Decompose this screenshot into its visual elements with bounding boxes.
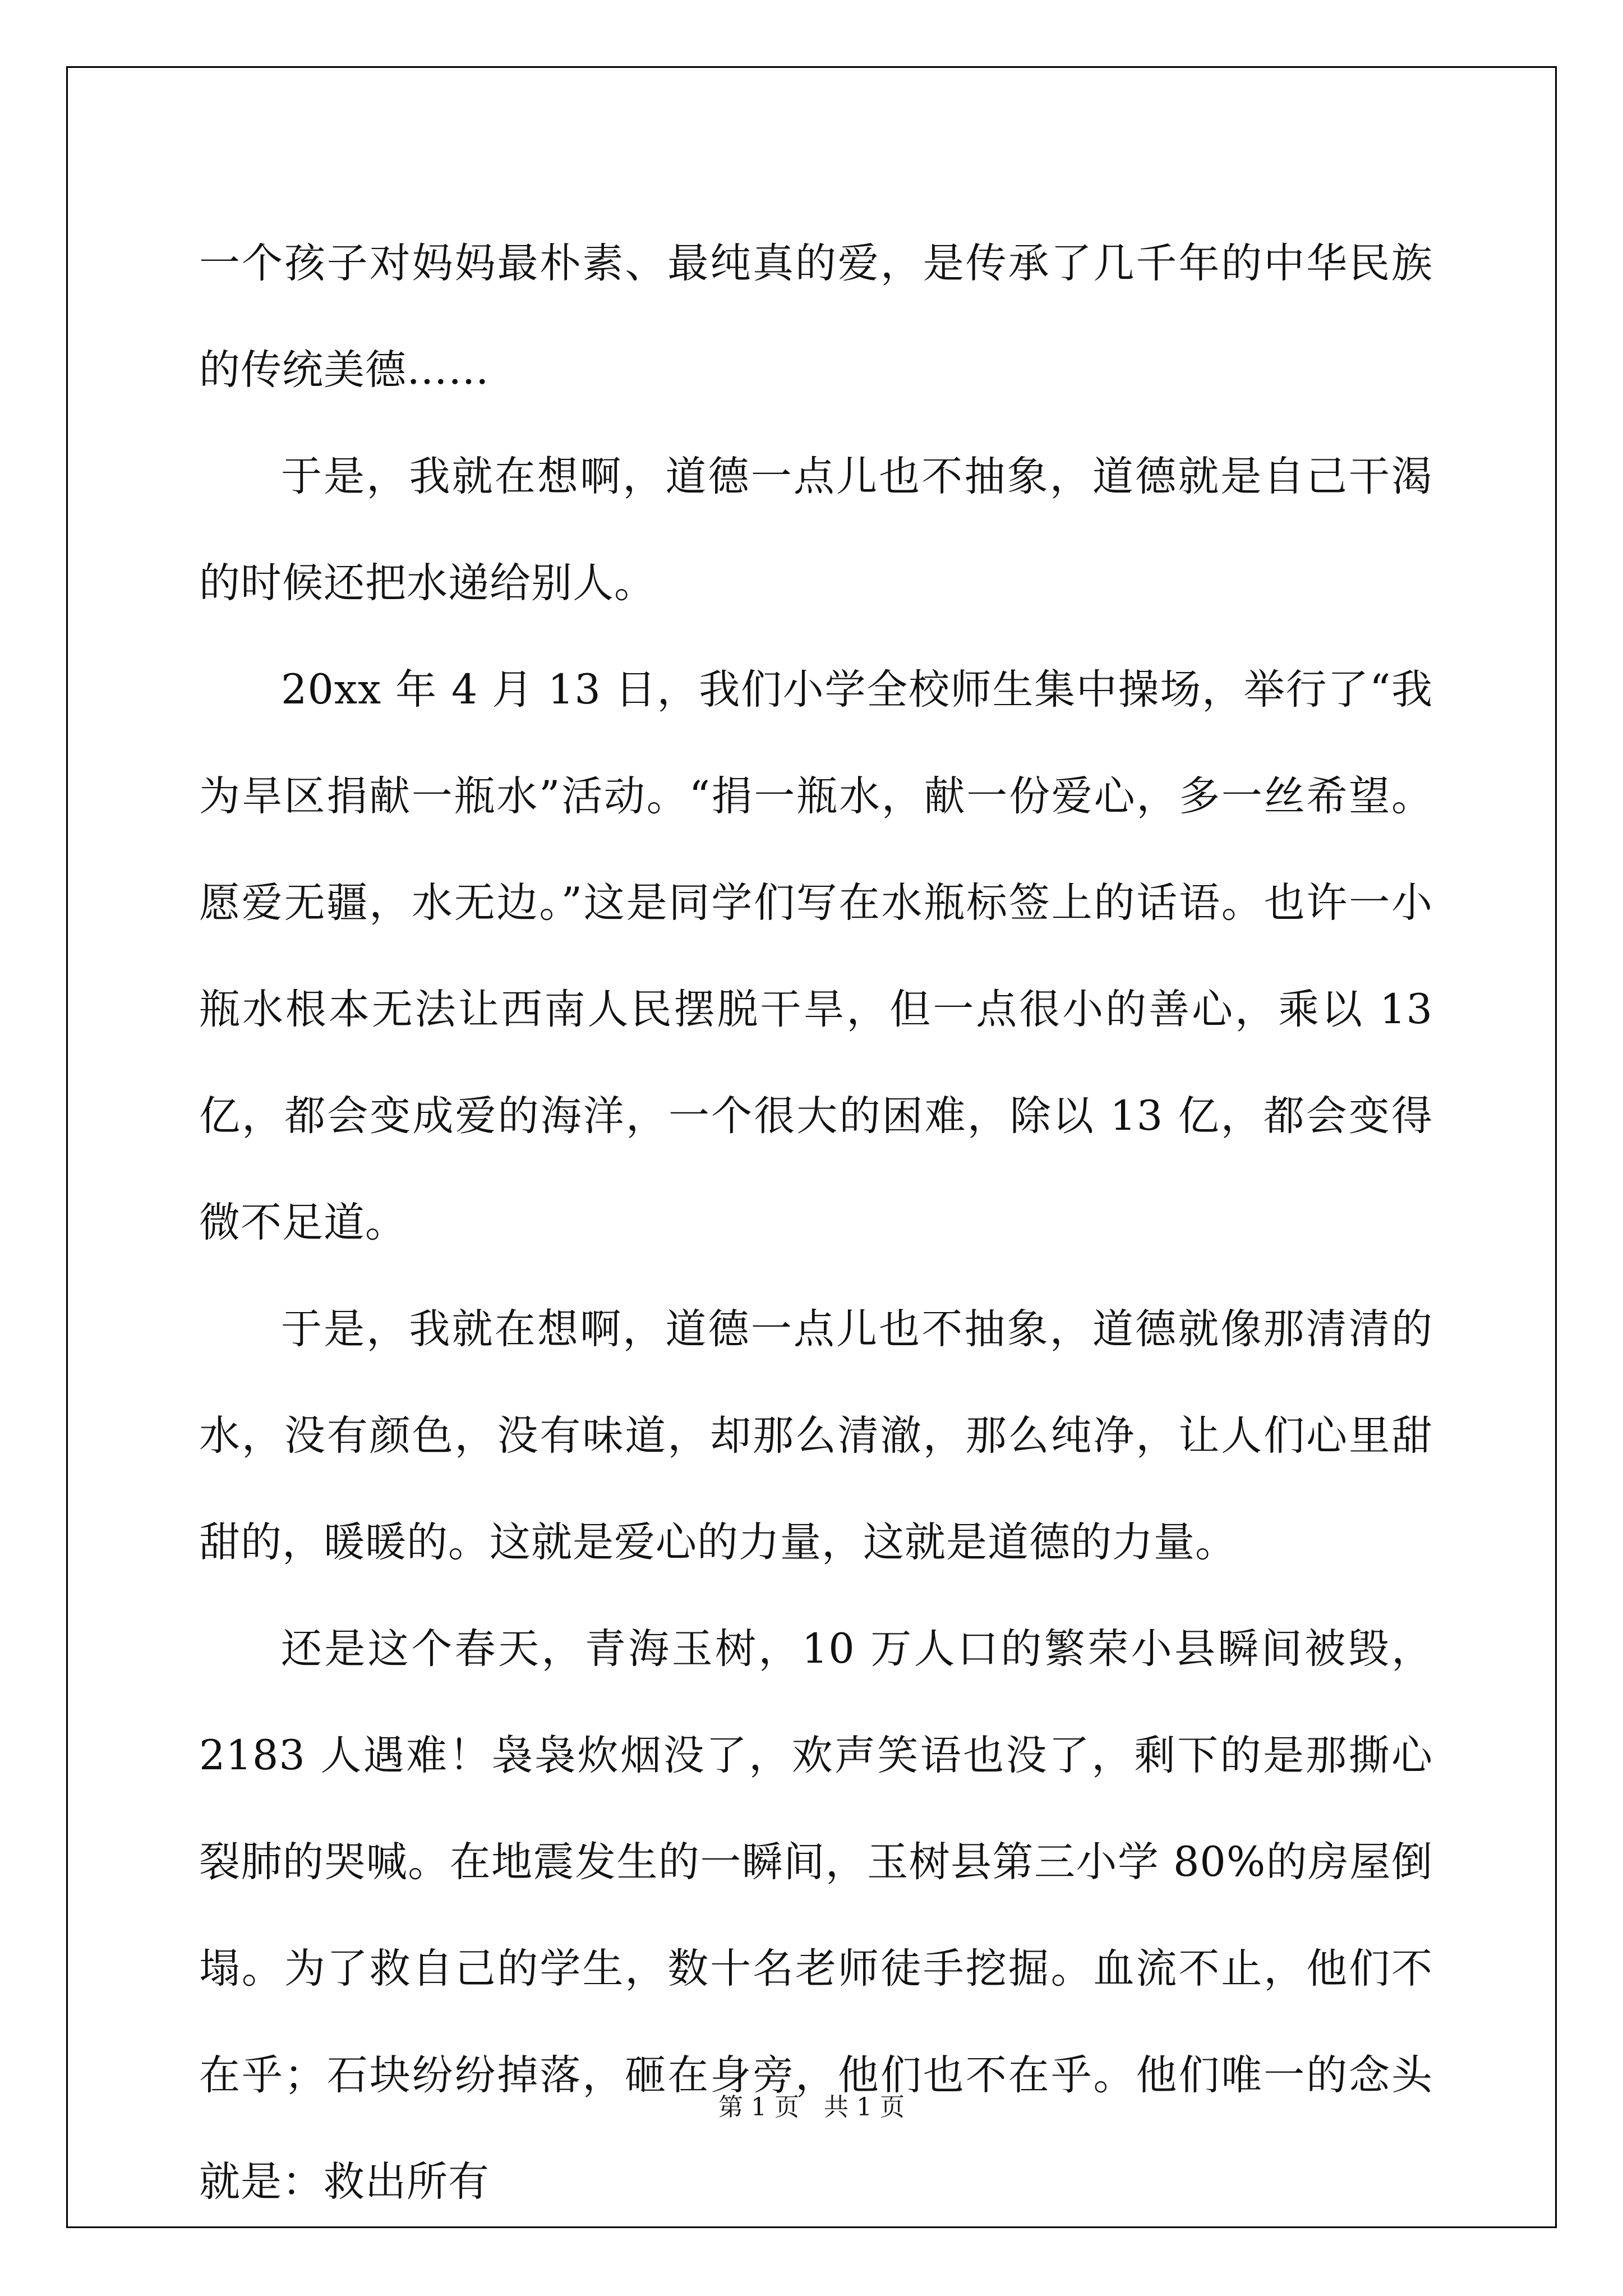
paragraph-3: 20xx 年 4 月 13 日，我们小学全校师生集中操场，举行了“我为旱区捐献一瓶水”活动。“捐一瓶水，献一份爱心，多一丝希望。愿爱无疆，水无边。”这是同学们写在水瓶标签上的话语。也许一小瓶水根本无法让西南人民摆脱干旱，但一点很小的善心，乘以 13 亿，都会变成爱的海洋，一个很大的困难，除以 13 亿，都会变得微不足道。 (199, 666, 1433, 1246)
document-body (199, 210, 1433, 2235)
page-footer: 第 1 页 共 1 页 (718, 2093, 905, 2122)
paragraph-4: 于是，我就在想啊，道德一点儿也不抽象，道德就像那清清的水，没有颜色，没有味道，却那么清澈，那么纯净，让人们心里甜甜的，暖暖的。这就是爱心的力量，这就是道德的力量。 (199, 1305, 1433, 1566)
paragraph-1: 一个孩子对妈妈最朴素、最纯真的爱，是传承了几千年的中华民族的传统美德…… (199, 240, 1433, 394)
paragraph-2: 于是，我就在想啊，道德一点儿也不抽象，道德就是自己干渴的时候还把水递给别人。 (199, 453, 1433, 607)
paragraph-5: 还是这个春天，青海玉树，10 万人口的繁荣小县瞬间被毁，2183 人遇难！袅袅炊烟没了，欢声笑语也没了，剩下的是那撕心裂肺的哭喊。在地震发生的一瞬间，玉树县第三小学 80%的房屋倒塌。为了救自己的学生，数十名老师徒手挖掘。血流不止，他们不在乎；石块纷纷掉落，砸在身旁，他们也不在乎。他们唯一的念头就是：救出所有 (199, 1625, 1433, 2206)
